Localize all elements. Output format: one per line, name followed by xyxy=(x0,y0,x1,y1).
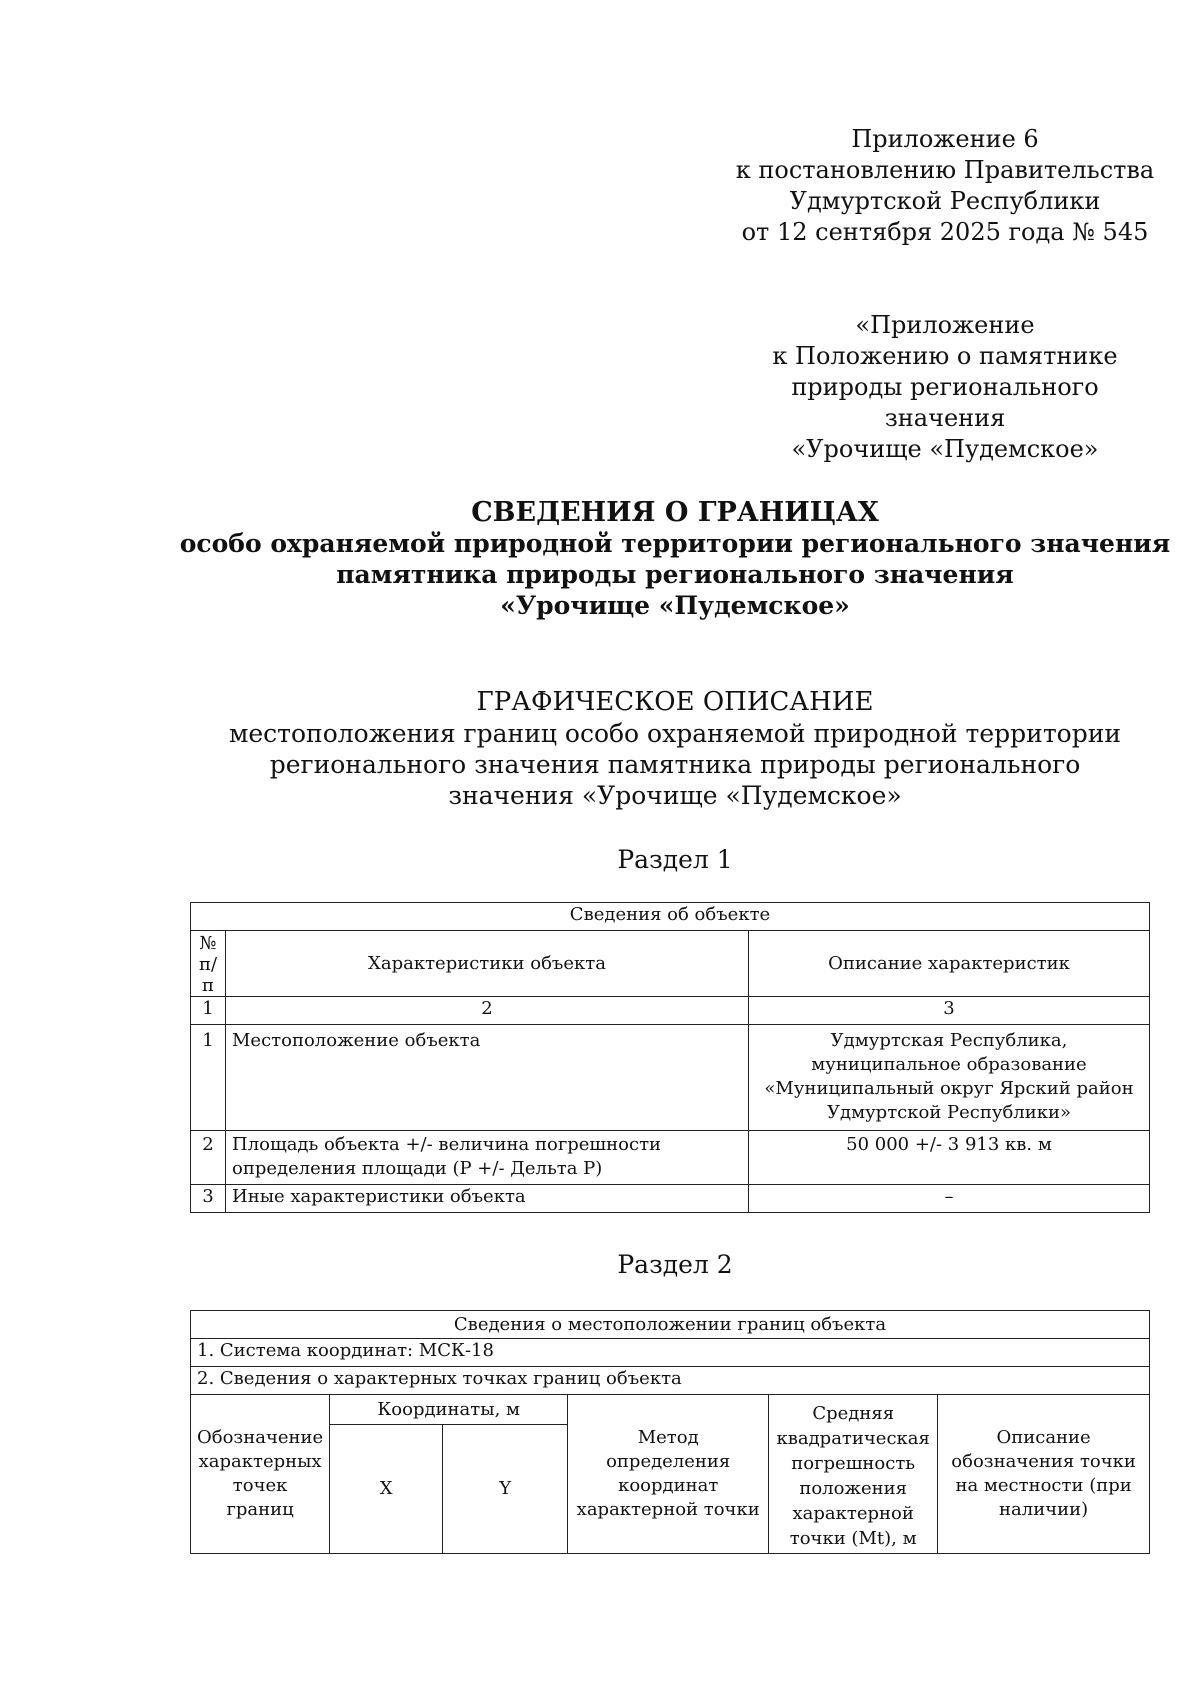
appendix-line-3: Удмуртской Республики xyxy=(789,187,1101,215)
coordinate-system-row: 1. Система координат: МСК-18 xyxy=(191,1339,1150,1367)
header-x: X xyxy=(330,1425,443,1554)
header-characteristics: Характеристики объекта xyxy=(226,931,749,997)
appendix2-line-4: «Урочище «Пудемское» xyxy=(791,435,1099,463)
graphic-title-line-3: регионального значения памятника природы регионального xyxy=(269,750,1081,779)
header-y: Y xyxy=(443,1425,568,1554)
appendix2-line-1: «Приложение xyxy=(855,311,1035,339)
graphic-description-title xyxy=(150,687,1200,811)
info-title-line-1: СВЕДЕНИЯ О ГРАНИЦАХ xyxy=(471,497,879,528)
row-description: – xyxy=(749,1185,1150,1213)
appendix-regulation-header xyxy=(735,310,1155,465)
header-num: № п/п xyxy=(191,931,226,997)
row-characteristic: Площадь объекта +/- величина погрешности определения площади (P +/- Дельта P) xyxy=(226,1131,749,1185)
info-title-line-3: памятника природы регионального значения xyxy=(336,560,1014,589)
table-row xyxy=(191,1025,1150,1131)
index-cell-1: 1 xyxy=(191,997,226,1025)
section-2-heading: Раздел 2 xyxy=(617,1250,733,1279)
row-num: 3 xyxy=(191,1185,226,1213)
table-row xyxy=(191,1185,1150,1213)
graphic-title-line-2: местоположения границ особо охраняемой природной территории xyxy=(228,719,1122,748)
object-info-table-title: Сведения об объекте xyxy=(191,903,1150,931)
table-row xyxy=(191,1131,1150,1185)
info-title-line-2: особо охраняемой природной территории регионального значения xyxy=(179,529,1171,558)
row-num: 1 xyxy=(191,1025,226,1131)
points-info-row: 2. Сведения о характерных точках границ объекта xyxy=(191,1367,1150,1395)
header-point-description: Описание обозначения точки на местности (при наличии) xyxy=(938,1395,1150,1554)
object-info-table xyxy=(190,902,1150,1213)
row-description: 50 000 +/- 3 913 кв. м xyxy=(749,1131,1150,1185)
appendix-line-2: к постановлению Правительства xyxy=(735,156,1155,184)
header-designation: Обозначение характерных точек границ xyxy=(191,1395,330,1554)
section-1-heading: Раздел 1 xyxy=(617,845,733,874)
appendix-line-4: от 12 сентября 2025 года № 545 xyxy=(741,218,1149,246)
appendix-header xyxy=(735,124,1155,248)
index-cell-2: 2 xyxy=(226,997,749,1025)
info-title-line-4: «Урочище «Пудемское» xyxy=(500,591,850,620)
appendix2-line-3: природы регионального значения xyxy=(791,373,1099,432)
header-description: Описание характеристик xyxy=(749,931,1150,997)
header-method: Метод определения координат характерной точки xyxy=(568,1395,769,1554)
graphic-title-line-4: значения «Урочище «Пудемское» xyxy=(448,781,902,810)
appendix2-line-2: к Положению о памятнике xyxy=(772,342,1118,370)
header-error: Средняя квадратическая погрешность положения характерной точки (Mt), м xyxy=(769,1395,938,1554)
boundary-info-title xyxy=(150,497,1200,621)
graphic-title-line-1: ГРАФИЧЕСКОЕ ОПИСАНИЕ xyxy=(476,687,874,717)
index-cell-3: 3 xyxy=(749,997,1150,1025)
row-characteristic: Местоположение объекта xyxy=(226,1025,749,1131)
header-coordinates: Координаты, м xyxy=(330,1395,568,1425)
row-characteristic: Иные характеристики объекта xyxy=(226,1185,749,1213)
row-num: 2 xyxy=(191,1131,226,1185)
boundary-table-title: Сведения о местоположении границ объекта xyxy=(191,1311,1150,1339)
boundary-location-table xyxy=(190,1310,1150,1554)
appendix-line-1: Приложение 6 xyxy=(851,125,1039,153)
row-description: Удмуртская Республика, муниципальное образование «Муниципальный округ Ярский район Удмуртской Республики» xyxy=(749,1025,1150,1131)
